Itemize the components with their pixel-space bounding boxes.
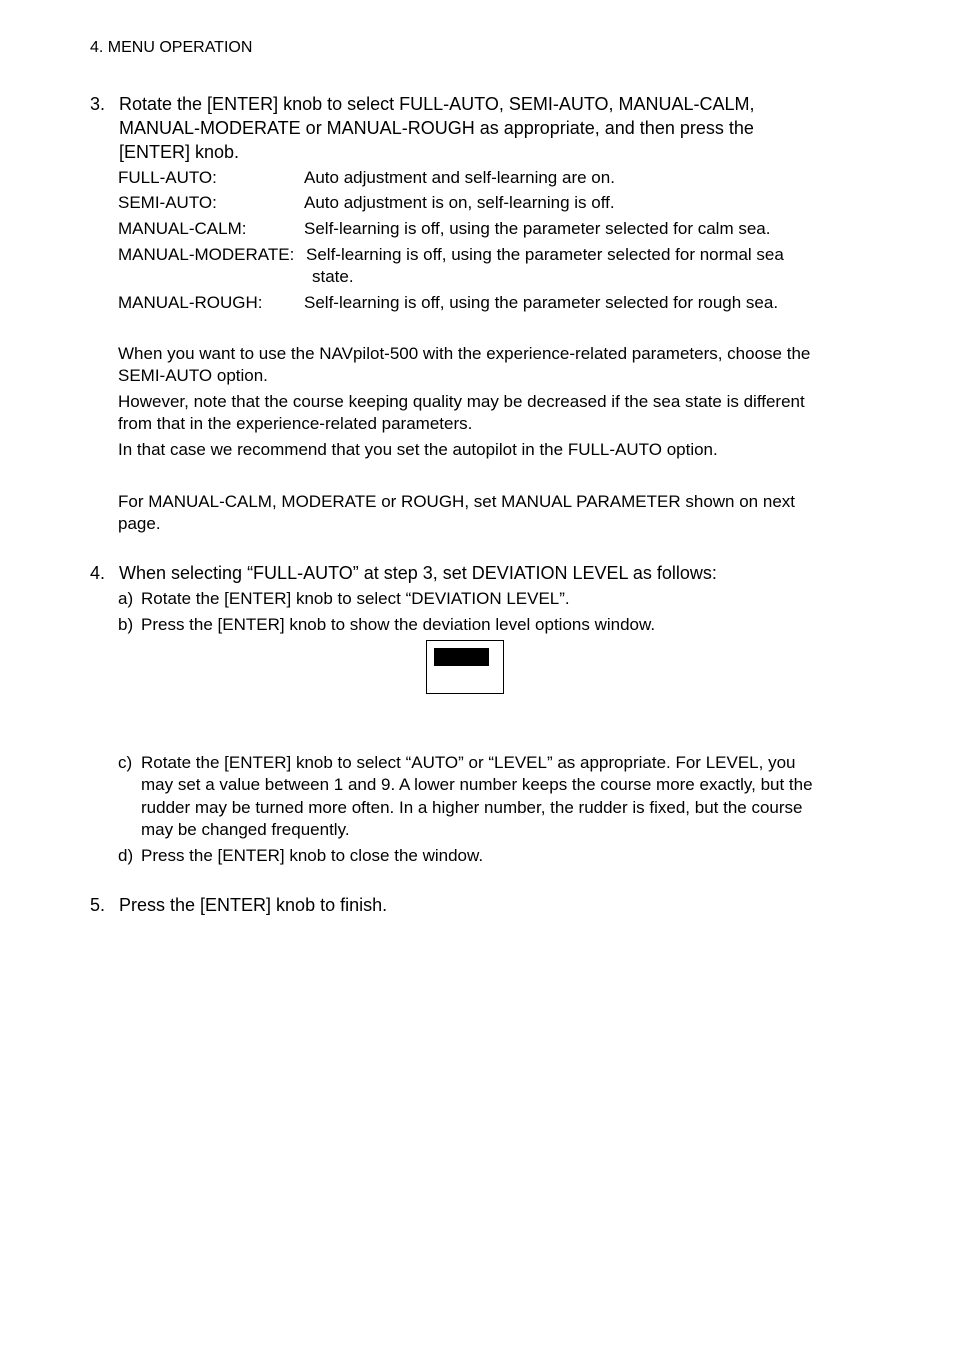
paragraph-line: However, note that the course keeping quality may be decreased if the sea state is different <box>118 392 805 411</box>
substep-text: Rotate the [ENTER] knob to select “DEVIATION LEVEL”. <box>141 589 570 608</box>
option-desc: Self-learning is off, using the parameter selected for normal sea <box>306 245 784 264</box>
option-desc: Self-learning is off, using the parameter selected for rough sea. <box>304 293 779 312</box>
substep-letter: d) <box>118 846 134 865</box>
option-desc: Auto adjustment is on, self-learning is off. <box>304 193 615 212</box>
substep-letter: b) <box>118 615 134 634</box>
page-header: 4. MENU OPERATION <box>90 39 253 56</box>
option-term: MANUAL-CALM: <box>118 219 247 238</box>
substep-text-line: may be changed frequently. <box>141 820 350 839</box>
option-desc-cont: state. <box>312 267 354 286</box>
step-text-line: MANUAL-MODERATE or MANUAL-ROUGH as appropriate, and then press the <box>119 118 754 138</box>
substep-text-line: Rotate the [ENTER] knob to select “AUTO” or “LEVEL” as appropriate. For LEVEL, you <box>141 753 796 772</box>
step-number: 4. <box>90 563 106 583</box>
deviation-level-options-window <box>426 640 504 694</box>
paragraph-line: When you want to use the NAVpilot-500 with the experience-related parameters, choose the <box>118 344 811 363</box>
option-term: FULL-AUTO: <box>118 168 217 187</box>
substep-text-line: may set a value between 1 and 9. A lower number keeps the course more exactly, but the <box>141 775 813 794</box>
step-text-line: Press the [ENTER] knob to finish. <box>119 895 388 915</box>
substep-letter: c) <box>118 753 133 772</box>
option-term: SEMI-AUTO: <box>118 193 217 212</box>
paragraph-line: SEMI-AUTO option. <box>118 366 268 385</box>
substep-text: Press the [ENTER] knob to show the deviation level options window. <box>141 615 656 634</box>
option-term: MANUAL-ROUGH: <box>118 293 263 312</box>
selected-option-highlight <box>434 648 489 666</box>
option-desc: Auto adjustment and self-learning are on. <box>304 168 615 187</box>
paragraph-line: For MANUAL-CALM, MODERATE or ROUGH, set MANUAL PARAMETER shown on next <box>118 492 795 511</box>
option-term: MANUAL-MODERATE: <box>118 245 295 264</box>
paragraph-line: In that case we recommend that you set the autopilot in the FULL-AUTO option. <box>118 440 718 459</box>
paragraph-line: page. <box>118 514 161 533</box>
substep-text: Press the [ENTER] knob to close the window. <box>141 846 484 865</box>
step-number: 5. <box>90 895 106 915</box>
option-desc: Self-learning is off, using the parameter selected for calm sea. <box>304 219 771 238</box>
step-text-line: [ENTER] knob. <box>119 142 240 162</box>
paragraph-line: from that in the experience-related parameters. <box>118 414 473 433</box>
substep-text-line: rudder may be turned more often. In a higher number, the rudder is fixed, but the course <box>141 798 803 817</box>
step-text-line: When selecting “FULL-AUTO” at step 3, set DEVIATION LEVEL as follows: <box>119 563 717 583</box>
substep-letter: a) <box>118 589 134 608</box>
step-number: 3. <box>90 94 106 114</box>
step-text-line: Rotate the [ENTER] knob to select FULL-AUTO, SEMI-AUTO, MANUAL-CALM, <box>119 94 755 114</box>
